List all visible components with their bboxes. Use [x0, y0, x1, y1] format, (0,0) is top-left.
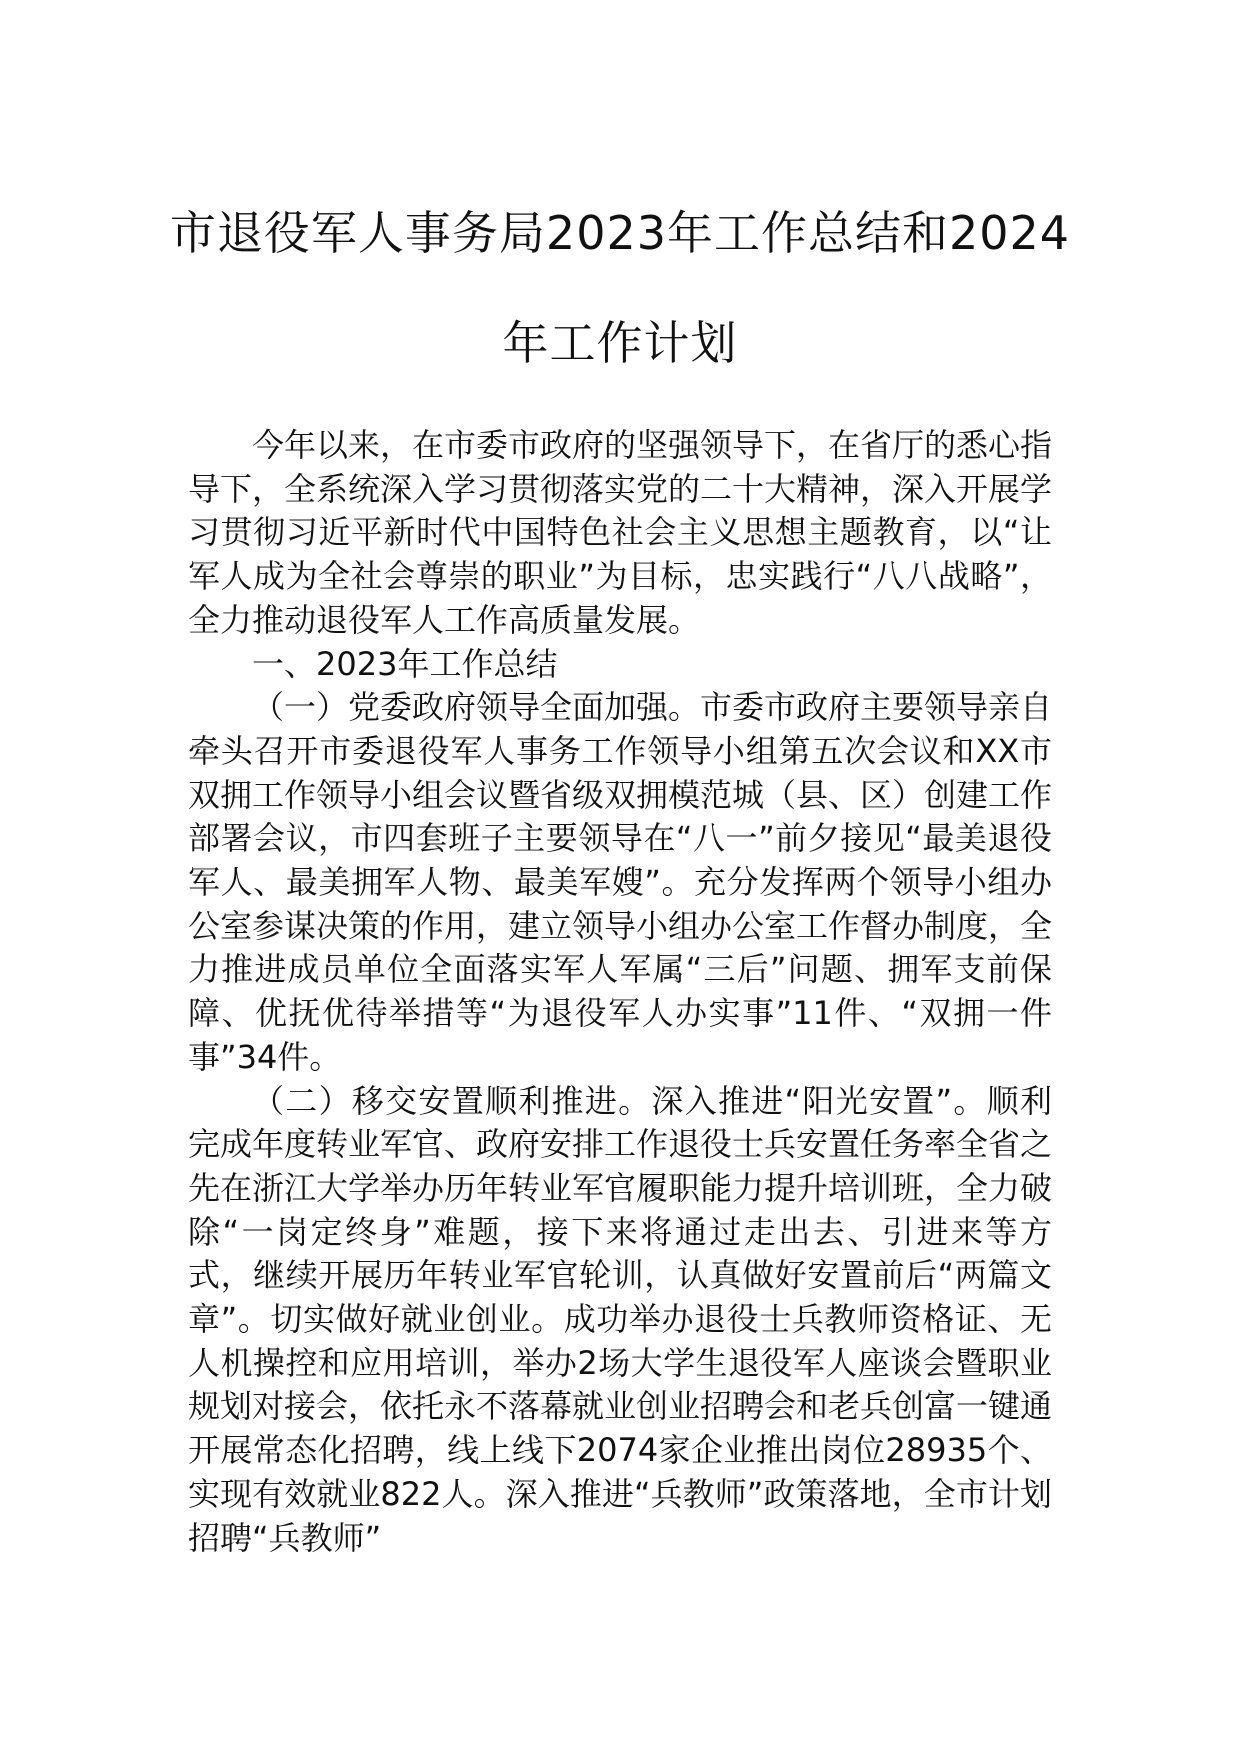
paragraph-party-leadership: （一）党委政府领导全面加强。市委市政府主要领导亲自牵头召开市委退役军人事务工作领导小组第五次会议和XX市双拥工作领导小组会议暨省级双拥模范城（县、区）创建工作部署会议，市四套班子主要领导在“八一”前夕接见“最美退役军人、最美拥军人物、最美军嫂”。充分发挥两个领导小组办公室参谋决策的作用，建立领导小组办公室工作督办制度，全力推进成员单位全面落实军人军属“三后”问题、拥军支前保障、优抚优待举措等“为退役军人办实事”11件、“双拥一件事”34件。 — [188, 688, 1053, 1076]
title-line-2: 年工作计划 — [502, 316, 738, 370]
paragraph-resettlement: （二）移交安置顺利推进。深入推进“阳光安置”。顺利完成年度转业军官、政府安排工作退役士兵安置任务率全省之先在浙江大学举办历年转业军官履职能力提升培训班，全力破除“一岗定终身”难题，接下来将通过走出去、引进来等方式，继续开展历年转业军官轮训，认真做好安置前后“两篇文章”。切实做好就业创业。成功举办退役士兵教师资格证、无人机操控和应用培训，举办2场大学生退役军人座谈会暨职业规划对接会，依托永不落幕就业创业招聘会和老兵创富一键通开展常态化招聘，线上线下2074家企业推出岗位28935个、实现有效就业822人。深入推进“兵教师”政策落地，全市计划招聘“兵教师” — [188, 1081, 1053, 1557]
paragraph-intro: 今年以来，在市委市政府的坚强领导下，在省厅的悉心指导下，全系统深入学习贯彻落实党的二十大精神，深入开展学习贯彻习近平新时代中国特色社会主义思想主题教育，以“让军人成为全社会尊崇的职业”为目标，忠实践行“八八战略”，全力推动退役军人工作高质量发展。 — [188, 426, 1053, 639]
title-line-1: 市退役军人事务局2023年工作总结和2024 — [169, 206, 1071, 260]
document-body — [188, 424, 1052, 1560]
document-title — [160, 178, 1080, 398]
section-heading-2023-summary: 一、2023年工作总结 — [252, 644, 558, 683]
